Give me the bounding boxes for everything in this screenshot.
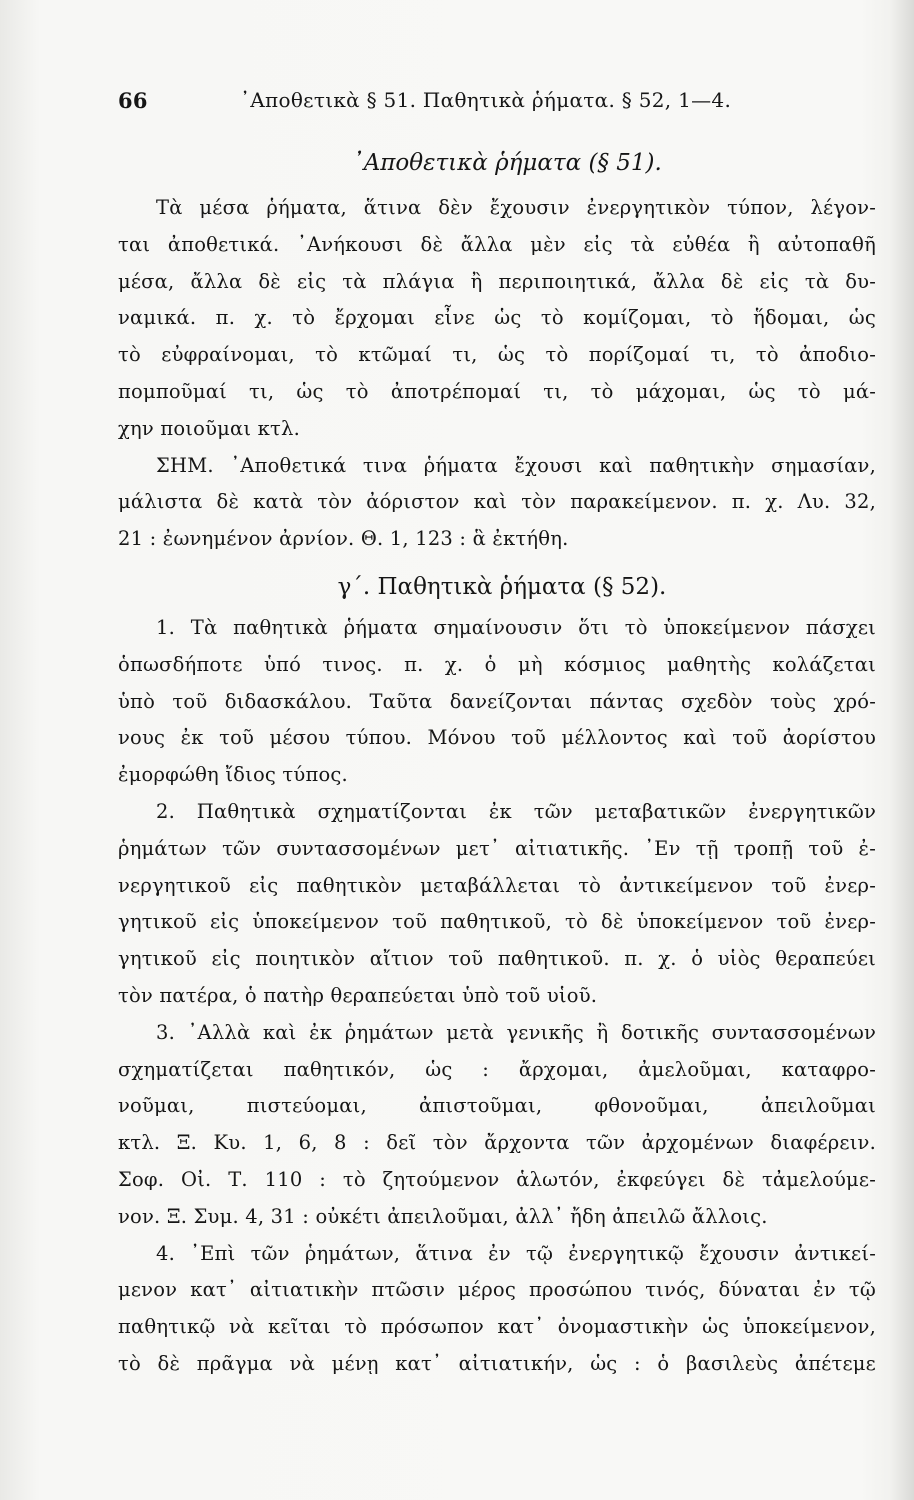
text-line: 2. Παθητικὰ σχηματίζονται ἐκ τῶν μεταβατικῶν ἐνεργητικῶν	[156, 799, 876, 823]
section-heading-deponent-verbs: ᾿Αποθετικὰ ῥήματα (§ 51).	[352, 150, 662, 176]
text-line: νοῦμαι, πιστεύομαι, ἀπιστοῦμαι, φθονοῦμαι, ἀπειλοῦμαι	[118, 1094, 876, 1118]
paragraph-4	[118, 1236, 876, 1383]
text-line: 4. ᾿Επὶ τῶν ῥημάτων, ἅτινα ἐν τῷ ἐνεργητικῷ ἔχουσιν ἀντικεί-	[156, 1241, 876, 1265]
text-line: ΣΗΜ. ᾿Αποθετικά τινα ῥήματα ἔχουσι καὶ παθητικὴν σημασίαν,	[156, 453, 876, 477]
running-head	[118, 88, 798, 118]
page-number: 66	[118, 88, 148, 113]
text-line: χην ποιοῦμαι κτλ.	[118, 416, 300, 440]
text-line: 1. Τὰ παθητικὰ ῥήματα σημαίνουσιν ὅτι τὸ ὑποκείμενον πάσχει	[156, 615, 876, 639]
text-line: τὸν πατέρα, ὁ πατὴρ θεραπεύεται ὑπὸ τοῦ υἱοῦ.	[118, 983, 598, 1007]
text-line: σχηματίζεται παθητικόν, ὡς : ἄρχομαι, ἀμελοῦμαι, καταφρο-	[118, 1057, 876, 1081]
text-line: ἐμορφώθη ἴδιος τύπος.	[118, 763, 348, 787]
paragraph-3	[118, 1015, 876, 1236]
paragraph-1	[118, 610, 876, 794]
text-line: νεργητικοῦ εἰς παθητικὸν μεταβάλλεται τὸ ἀντικείμενον τοῦ ἐνερ-	[118, 873, 876, 897]
text-line: νον. Ξ. Συμ. 4, 31 : οὐκέτι ἀπειλοῦμαι, ἀλλ᾿ ἤδη ἀπειλῶ ἄλλοις.	[118, 1204, 768, 1228]
text-line: τὸ δὲ πρᾶγμα νὰ μένῃ κατ᾿ αἰτιατικήν, ὡς : ὁ βασιλεὺς ἀπέτεμε	[118, 1351, 876, 1375]
note-paragraph	[118, 448, 876, 558]
text-line: 3. ᾿Αλλὰ καὶ ἐκ ῥημάτων μετὰ γενικῆς ἢ δοτικῆς συντασσομένων	[156, 1020, 876, 1044]
text-line: πομποῦμαί τι, ὡς τὸ ἀποτρέπομαί τι, τὸ μάχομαι, ὡς τὸ μά-	[118, 379, 876, 403]
paragraph-2	[118, 794, 876, 1015]
text-line: τὸ εὐφραίνομαι, τὸ κτῶμαί τι, ὡς τὸ πορίζομαί τι, τὸ ἀποδιο-	[118, 343, 876, 367]
section-heading-passive-verbs: γ΄. Παθητικὰ ῥήματα (§ 52).	[337, 573, 667, 600]
text-line: ὁπωσδήποτε ὑπό τινος. π. χ. ὁ μὴ κόσμιος μαθητὴς κολάζεται	[118, 652, 876, 676]
text-line: ῥημάτων τῶν συντασσομένων μετ᾿ αἰτιατικῆς. ᾿Εν τῇ τροπῇ τοῦ ἐ-	[118, 836, 876, 860]
running-head-title: ᾿Αποθετικὰ § 51. Παθητικὰ ῥήματα. § 52, 1—4.	[240, 88, 732, 112]
text-line: παθητικῷ νὰ κεῖται τὸ πρόσωπον κατ᾿ ὀνομαστικὴν ὡς ὑποκείμενον,	[118, 1315, 876, 1339]
text-line: Σοφ. Οἰ. Τ. 110 : τὸ ζητούμενον ἁλωτόν, ἐκφεύγει δὲ τἀμελούμε-	[118, 1167, 876, 1191]
text-line: μέσα, ἄλλα δὲ εἰς τὰ πλάγια ἢ περιποιητικά, ἄλλα δὲ εἰς τὰ δυ-	[118, 269, 876, 293]
text-line: μάλιστα δὲ κατὰ τὸν ἀόριστον καὶ τὸν παρακείμενον. π. χ. Λυ. 32,	[118, 490, 876, 514]
text-line: κτλ. Ξ. Κυ. 1, 6, 8 : δεῖ τὸν ἄρχοντα τῶν ἀρχομένων διαφέρειν.	[118, 1131, 876, 1155]
text-line: νους ἐκ τοῦ μέσου τύπου. Μόνου τοῦ μέλλοντος καὶ τοῦ ἀορίστου	[118, 726, 876, 750]
text-line: ὑπὸ τοῦ διδασκάλου. Ταῦτα δανείζονται πάντας σχεδὸν τοὺς χρό-	[118, 689, 876, 713]
text-block	[118, 150, 876, 1383]
text-line: μενον κατ᾿ αἰτιατικὴν πτῶσιν μέρος προσώπου τινός, δύναται ἐν τῷ	[118, 1278, 876, 1302]
text-line: ναμικά. π. χ. τὸ ἔρχομαι εἶνε ὡς τὸ κομίζομαι, τὸ ἥδομαι, ὡς	[118, 306, 876, 330]
text-line: γητικοῦ εἰς ὑποκείμενον τοῦ παθητικοῦ, τὸ δὲ ὑποκείμενον τοῦ ἐνερ-	[118, 910, 876, 934]
text-line: ται ἀποθετικά. ᾿Ανήκουσι δὲ ἄλλα μὲν εἰς τὰ εὐθέα ἢ αὐτοπαθῆ	[118, 232, 876, 256]
text-line: 21 : ἐωνημένον ἀρνίον. Θ. 1, 123 : ἃ ἐκτήθη.	[118, 527, 569, 551]
text-line: Τὰ μέσα ῥήματα, ἅτινα δὲν ἔχουσιν ἐνεργητικὸν τύπον, λέγον-	[156, 196, 876, 219]
text-line: γητικοῦ εἰς ποιητικὸν αἴτιον τοῦ παθητικοῦ. π. χ. ὁ υἱὸς θεραπεύει	[118, 947, 876, 971]
page-gutter-shadow	[890, 0, 914, 1500]
paragraph-deponent	[118, 190, 876, 448]
